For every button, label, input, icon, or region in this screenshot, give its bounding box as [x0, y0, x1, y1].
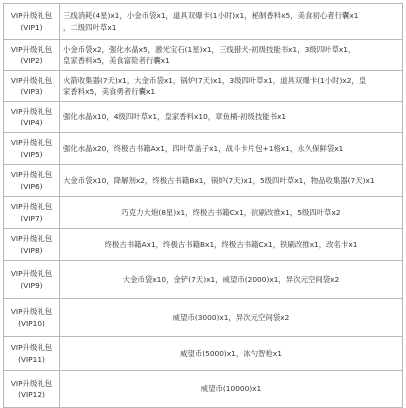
pack-name-cell: [4, 71, 60, 102]
table-row-vip10: [4, 299, 403, 337]
pack-name-cell: [4, 102, 60, 133]
reward-line: 强化水晶x20，终极古书籍Ax1，四叶草盖子x1，战斗卡片包+1格x1，永久保鲜袋x1: [63, 143, 344, 153]
pack-title: VIP升级礼包: [10, 106, 53, 116]
reward-line: 皇家香料x5，美食富险者行囊x1: [63, 56, 170, 65]
pack-name-cell: [4, 229, 60, 261]
table-row-vip4: [4, 102, 403, 133]
pack-level: (VIP2): [20, 56, 43, 65]
pack-name-cell: [4, 337, 60, 371]
pack-title: VIP升级礼包: [10, 343, 53, 352]
pack-level: (VIP7): [20, 213, 43, 223]
table-row-vip7: [4, 197, 403, 229]
reward-cell: [60, 261, 403, 299]
pack-level: (VIP11): [18, 354, 45, 364]
pack-title: VIP升级礼包: [10, 170, 53, 179]
pack-level: (VIP3): [20, 87, 43, 96]
reward-cell: [60, 133, 403, 165]
reward-line: 火箭收集器(7天)x1，大金币袋x1，锅炉(7天)x1，3级四叶草x1，道具双爆卡(1小时)x2，皇: [63, 75, 367, 85]
reward-cell: [60, 337, 403, 371]
pack-level: (VIP10): [18, 318, 45, 328]
pack-title: VIP升级礼包: [10, 202, 53, 211]
pack-title: VIP升级礼包: [10, 234, 53, 243]
reward-line: 巧克力大炮(8星)x1，终极古书籍Cx1，抗刷改推x1，5级四叶草x2: [121, 207, 341, 217]
pack-name-cell: [4, 197, 60, 229]
reward-cell: [60, 4, 403, 40]
table-row-vip5: [4, 133, 403, 165]
pack-title: VIP升级礼包: [10, 138, 53, 147]
reward-line: 强化水晶x10，4级四叶草x1，皇家香料x10，章鱼桶-初级技能书x1: [63, 112, 287, 122]
pack-level: (VIP1): [20, 22, 43, 32]
pack-level: (VIP4): [20, 118, 43, 127]
reward-line: 小金币袋x2，强化水晶x5，激光宝石(1星)x1，三线猎犬-初级技能书x1，3级四叶草x1，: [63, 44, 356, 54]
pack-name-cell: [4, 261, 60, 299]
reward-line: 威望币(10000)x1: [200, 384, 262, 394]
pack-title: VIP升级礼包: [10, 378, 53, 388]
pack-title: VIP升级礼包: [10, 307, 53, 316]
reward-cell: [60, 371, 403, 408]
table-row-vip12: [4, 371, 403, 408]
pack-level: (VIP12): [18, 390, 45, 399]
reward-cell: [60, 40, 403, 71]
table-row-vip2: [4, 40, 403, 71]
reward-cell: [60, 71, 403, 102]
pack-level: (VIP5): [20, 149, 43, 159]
reward-cell: [60, 299, 403, 337]
pack-title: VIP升级礼包: [10, 269, 53, 278]
pack-title: VIP升级礼包: [10, 75, 53, 85]
reward-line: 三线消耗(4星)x1，小金币袋x1，道具双爆卡(1小时)x1，秘制香料x5，美食初心者行囊x1: [63, 11, 359, 20]
pack-name-cell: [4, 371, 60, 408]
reward-line: 大金币袋x10，金铲(7天)x1，威望币(2000)x1，异次元空间袋x2: [122, 274, 340, 284]
table-row-vip3: [4, 71, 403, 102]
pack-name-cell: [4, 4, 60, 40]
pack-name-cell: [4, 165, 60, 197]
reward-cell: [60, 165, 403, 197]
reward-cell: [60, 102, 403, 133]
table-row-vip9: [4, 261, 403, 299]
reward-cell: [60, 229, 403, 261]
pack-title: VIP升级礼包: [10, 44, 53, 54]
reward-line: 大金币袋x10，降解剂x2，终极古书籍Bx1，锅炉(7天)x1，5级四叶草x1，物品收集器(7天)x1: [63, 175, 375, 185]
pack-name-cell: [4, 133, 60, 165]
pack-name-cell: [4, 299, 60, 337]
pack-level: (VIP8): [20, 245, 43, 255]
pack-level: (VIP9): [20, 280, 43, 290]
reward-line: 威望币(5000)x1，冰勺智枪x1: [180, 348, 282, 358]
pack-title: VIP升级礼包: [10, 11, 53, 20]
pack-name-cell: [4, 40, 60, 71]
pack-level: (VIP6): [20, 181, 43, 191]
table-row-vip8: [4, 229, 403, 261]
vip-rewards-table: [3, 3, 403, 408]
reward-line: 威望币(3000)x1，异次元空间袋x2: [172, 312, 290, 322]
table-row-vip6: [4, 165, 403, 197]
reward-line: ，二级四叶草x1: [63, 22, 117, 32]
table-row-vip11: [4, 337, 403, 371]
reward-line: 家香料x5，美食勇者行囊x1: [63, 87, 156, 96]
table-row-vip1: [4, 4, 403, 40]
reward-cell: [60, 197, 403, 229]
reward-line: 终极古书籍Ax1，终极古书籍Bx1，终极古书籍Cx1，铁刷改推x1，改名卡x1: [104, 239, 358, 249]
